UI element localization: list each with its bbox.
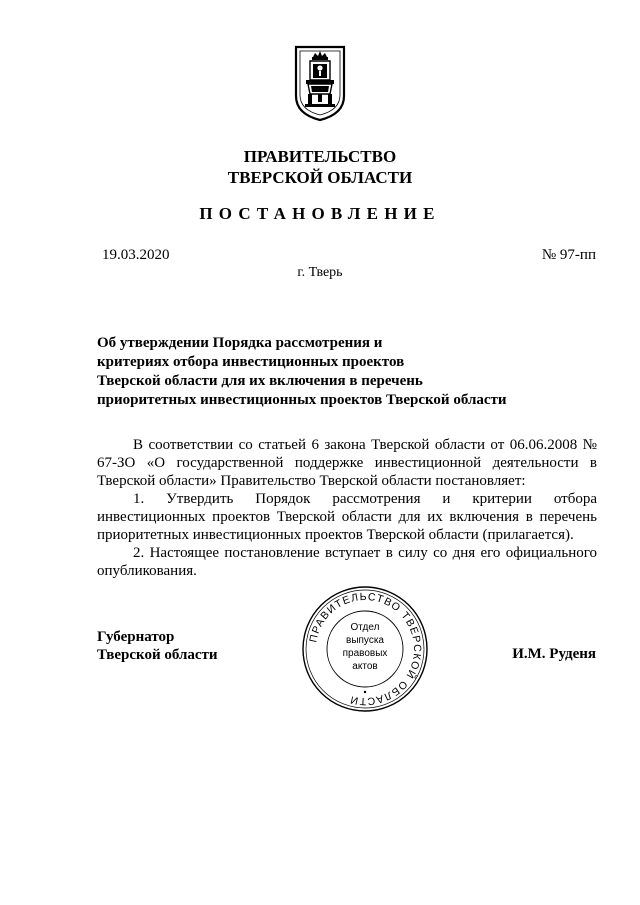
signatory-name: И.М. Руденя: [512, 646, 596, 662]
signatory-title-line1: Губернатор: [97, 629, 175, 645]
seal-inner-line: правовых: [342, 648, 388, 659]
official-seal-stamp: [300, 584, 430, 714]
document-date: 19.03.2020: [102, 247, 170, 263]
signatory-title: [97, 628, 218, 664]
seal-ring-text: ПРАВИТЕЛЬСТВО ТВЕРСКОЙ ОБЛАСТИ: [307, 590, 424, 708]
subject-line: Об утверждении Порядка рассмотрения и: [97, 335, 383, 351]
document-number: № 97-пп: [541, 247, 596, 263]
government-title-line2: ТВЕРСКОЙ ОБЛАСТИ: [227, 168, 413, 187]
body-paragraph-preamble: В соответствии со статьей 6 закона Тверской области от 06.06.2008 № 67-ЗО «О государственной поддержке инвестиционной деятельности в Тверской области» Правительство Тверской области постановляет:: [97, 437, 597, 489]
government-title-line1: ПРАВИТЕЛЬСТВО: [243, 147, 397, 166]
signatory-title-line2: Тверской области: [97, 647, 218, 663]
subject-line: приоритетных инвестиционных проектов Тверской области: [97, 392, 507, 408]
body-paragraph-item1: 1. Утвердить Порядок рассмотрения и критерии отбора инвестиционных проектов Тверской области для их включения в перечень приоритетных инвестиционных проектов Тверской области (прилагается).: [97, 491, 597, 543]
document-body: [97, 436, 597, 580]
subject-line: критериях отбора инвестиционных проектов: [97, 354, 405, 370]
body-paragraph-item2: 2. Настоящее постановление вступает в силу со дня его официального опубликования.: [97, 545, 597, 579]
document-type-title: ПОСТАНОВЛЕНИЕ: [199, 204, 441, 223]
document-city: г. Тверь: [297, 265, 343, 280]
document-subject: [97, 334, 537, 410]
tver-coat-of-arms-icon: [293, 44, 347, 122]
seal-inner-line: актов: [352, 661, 378, 672]
subject-line: Тверской области для их включения в перечень: [97, 373, 423, 389]
seal-inner-line: выпуска: [346, 635, 384, 646]
seal-inner-line: Отдел: [350, 622, 380, 633]
